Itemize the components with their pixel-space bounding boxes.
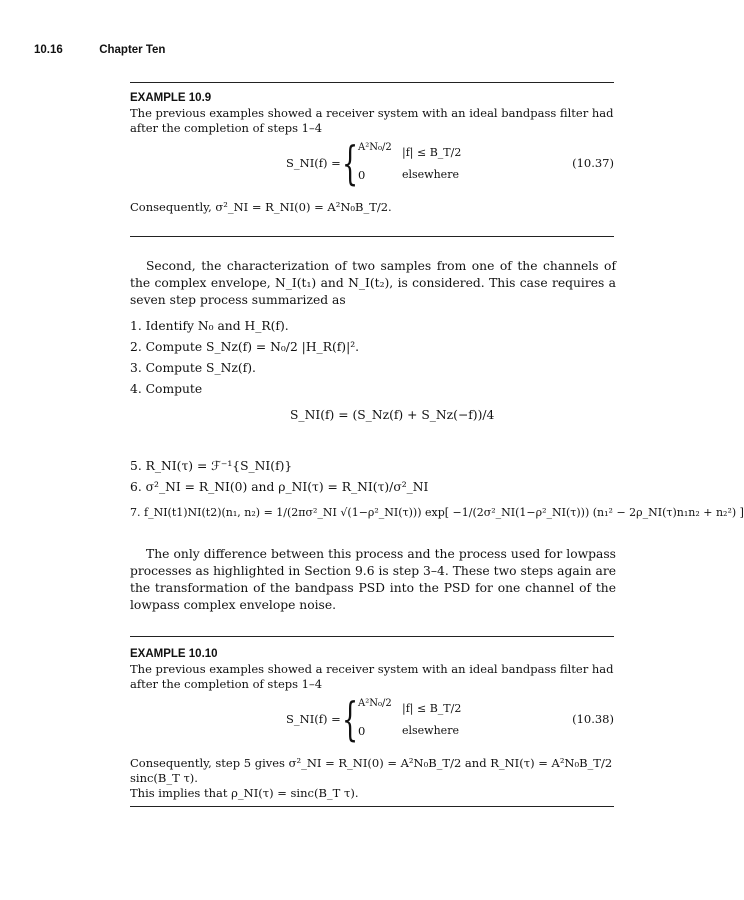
example-title: EXAMPLE 10.9 [130, 92, 212, 104]
case1-value: A²N₀/2 [358, 698, 392, 709]
body-paragraph-2 [130, 546, 616, 614]
case1-value: A²N₀/2 [358, 142, 392, 153]
equation-10-37 [130, 136, 614, 194]
paragraph-text: The only difference between this process and the process used for lowpass processes as highlighted in Section 9.6 is step 3–4. These two steps again are the transformation of the bandpass PSD into the PSD for one channel of the lowpass complex envelope noise. [130, 547, 616, 612]
step-4: 4. Compute [130, 382, 203, 396]
example-intro: The previous examples showed a receiver system with an ideal bandpass filter had after the completion of steps 1–4 [130, 662, 614, 691]
running-header [34, 44, 165, 56]
step-6: 6. σ²_NI = R_NI(0) and ρ_NI(τ) = R_NI(τ)/σ²_NI [130, 480, 429, 494]
example-top-rule [130, 82, 614, 83]
step-1: 1. Identify N₀ and H_R(f). [130, 319, 289, 333]
brace: { [342, 692, 359, 746]
case2-condition: elsewhere [402, 168, 459, 181]
body-paragraph-1 [130, 258, 616, 309]
equation-lhs: S_NI(f) = [286, 156, 341, 170]
example-title: EXAMPLE 10.10 [130, 648, 218, 660]
example-intro: The previous examples showed a receiver system with an ideal bandpass filter had after the completion of steps 1–4 [130, 106, 614, 135]
equation-lhs: S_NI(f) = [286, 712, 341, 726]
equation-number: (10.38) [572, 712, 614, 726]
step-2: 2. Compute S_Nz(f) = N₀/2 |H_R(f)|². [130, 340, 360, 354]
example-bottom-rule [130, 806, 614, 807]
step-5: 5. R_NI(τ) = ℱ⁻¹{S_NI(f)} [130, 459, 293, 473]
example-consequence: Consequently, step 5 gives σ²_NI = R_NI(0) = A²N₀B_T/2 and R_NI(τ) = A²N₀B_T/2 sinc(B_T τ). [130, 756, 613, 785]
step-list-continued [130, 456, 744, 523]
case1-condition: |f| ≤ B_T/2 [402, 702, 462, 715]
equation-number: (10.37) [572, 156, 614, 170]
step-7: 7. f_NI(t1)NI(t2)(n₁, n₂) = 1/(2πσ²_NI √(1−ρ²_NI(τ))) exp[ −1/(2σ²_NI(1−ρ²_NI(τ))) (n₁² − 2ρ_NI(τ)n₁n₂ + n₂²) ] [130, 506, 744, 519]
example-top-rule [130, 636, 614, 637]
example-10-9 [130, 92, 614, 215]
step-3: 3. Compute S_Nz(f). [130, 361, 256, 375]
case2-condition: elsewhere [402, 724, 459, 737]
case2-value: 0 [358, 724, 366, 738]
page-number: 10.16 [34, 44, 63, 56]
case2-value: 0 [358, 168, 366, 182]
case1-condition: |f| ≤ B_T/2 [402, 146, 462, 159]
step-list [130, 316, 620, 400]
example-consequence: Consequently, σ²_NI = R_NI(0) = A²N₀B_T/2. [130, 200, 392, 214]
paragraph-text: Second, the characterization of two samples from one of the channels of the complex envelope, N_I(t₁) and N_I(t₂), is considered. This case requires a seven step process summarized as [130, 259, 616, 307]
equation-10-38 [130, 692, 614, 750]
brace: { [342, 136, 359, 190]
example-implication: This implies that ρ_NI(τ) = sinc(B_T τ). [130, 786, 359, 800]
example-10-10 [130, 648, 614, 801]
example-bottom-rule [130, 236, 614, 237]
step4-equation: S_NI(f) = (S_Nz(f) + S_Nz(−f))/4 [290, 408, 495, 422]
chapter-title: Chapter Ten [99, 44, 166, 56]
